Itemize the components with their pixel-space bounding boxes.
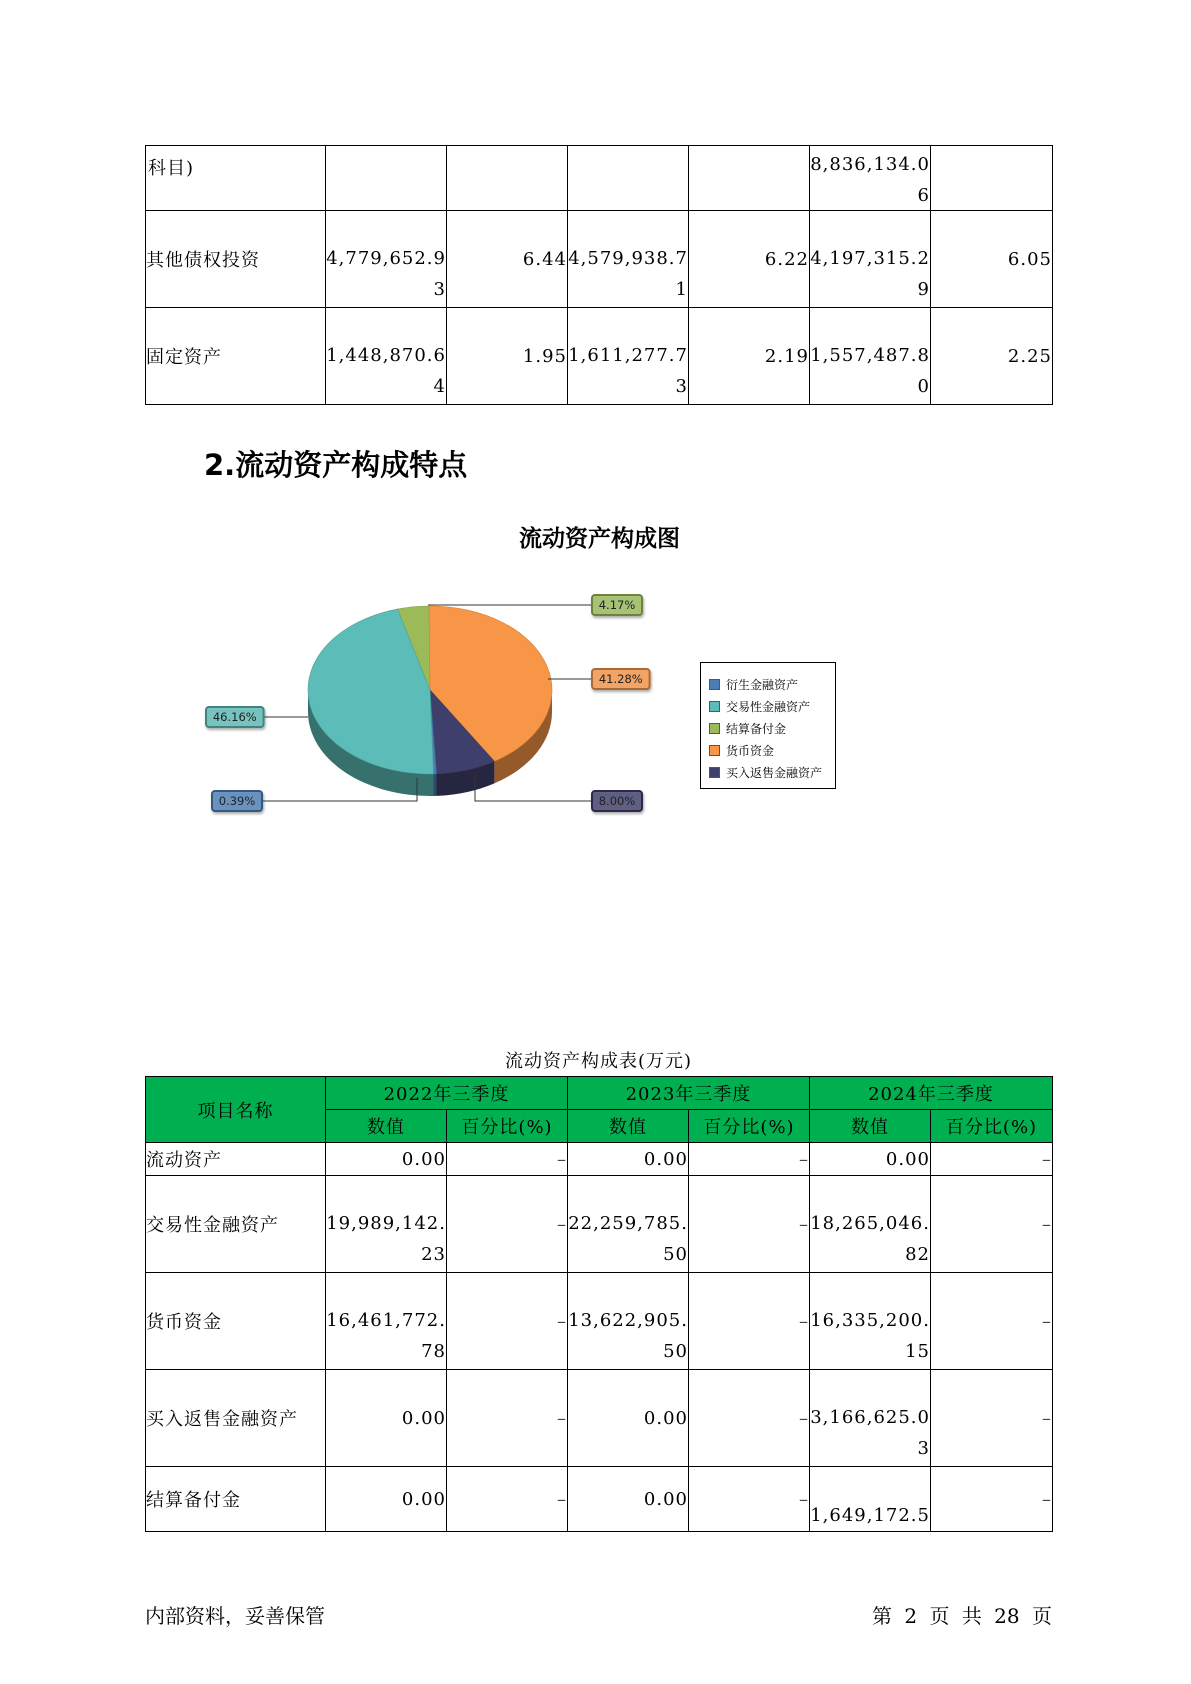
row-name: 结算备付金	[146, 1467, 326, 1532]
legend-swatch	[709, 723, 720, 734]
pie-side-衍生金融资产	[434, 774, 437, 796]
legend-swatch	[709, 745, 720, 756]
chart-legend	[700, 662, 836, 789]
header-item-name: 项目名称	[146, 1077, 326, 1143]
value-cell: 4,197,315.2 9	[810, 211, 931, 308]
legend-label: 交易性金融资产	[726, 699, 811, 714]
data-label: 4.17%	[598, 598, 636, 612]
row-name: 其他债权投资	[146, 211, 326, 308]
table-caption: 流动资产构成表(万元)	[504, 1051, 693, 1072]
row-name: 交易性金融资产	[146, 1176, 326, 1273]
data-label: 8.00%	[598, 794, 636, 808]
table-header-row	[146, 1077, 1053, 1110]
percent-cell: 2.25	[931, 308, 1053, 405]
value-cell: 8,836,134.0 6	[810, 146, 931, 211]
percent-cell: –	[931, 1176, 1053, 1273]
value-cell: 0.00	[568, 1143, 689, 1176]
legend-item	[709, 739, 835, 761]
footer-confidential-note: 内部资料，妥善保管	[145, 1604, 325, 1628]
percent-cell: –	[447, 1176, 568, 1273]
percent-cell: –	[689, 1143, 810, 1176]
data-label: 41.28%	[598, 672, 643, 686]
legend-label: 货币资金	[726, 743, 775, 758]
legend-item	[709, 761, 835, 783]
value-cell: 1,448,870.6 4	[326, 308, 447, 405]
percent-cell: –	[689, 1273, 810, 1370]
value-cell: 16,461,772. 78	[326, 1273, 447, 1370]
legend-item	[709, 673, 835, 695]
row-name: 货币资金	[146, 1273, 326, 1370]
value-cell: 16,335,200. 15	[810, 1273, 931, 1370]
header-period: 2024年三季度	[810, 1077, 1053, 1110]
chart-title: 流动资产构成图	[519, 526, 680, 552]
percent-cell: –	[931, 1370, 1053, 1467]
row-name: 流动资产	[146, 1143, 326, 1176]
header-period: 2022年三季度	[326, 1077, 568, 1110]
legend-label: 结算备付金	[726, 721, 787, 736]
row-name: 买入返售金融资产	[146, 1370, 326, 1467]
percent-cell: 2.19	[689, 308, 810, 405]
value-cell: 0.00	[568, 1467, 689, 1532]
value-cell: 4,779,652.9 3	[326, 211, 447, 308]
value-cell: 0.00	[326, 1467, 447, 1532]
percent-cell: –	[447, 1273, 568, 1370]
section-title: 2.流动资产构成特点	[204, 448, 468, 482]
value-cell: 3,166,625.0 3	[810, 1370, 931, 1467]
percent-cell: –	[931, 1143, 1053, 1176]
row-name: 固定资产	[146, 308, 326, 405]
header-value: 数值	[568, 1110, 689, 1143]
percent-cell: 6.05	[931, 211, 1053, 308]
table-row	[146, 1467, 1053, 1532]
value-cell: 13,622,905. 50	[568, 1273, 689, 1370]
header-percent: 百分比(%)	[447, 1110, 568, 1143]
table-row	[146, 1370, 1053, 1467]
header-value: 数值	[810, 1110, 931, 1143]
value-cell: 0.00	[568, 1370, 689, 1467]
value-cell: 0.00	[326, 1370, 447, 1467]
percent-cell: 6.44	[447, 211, 568, 308]
header-percent: 百分比(%)	[689, 1110, 810, 1143]
legend-swatch	[709, 767, 720, 778]
legend-label: 买入返售金融资产	[726, 765, 823, 780]
legend-item	[709, 717, 835, 739]
row-name: 科目)	[146, 146, 326, 211]
value-cell: 0.00	[810, 1143, 931, 1176]
data-label: 0.39%	[218, 794, 256, 808]
value-cell: 18,265,046. 82	[810, 1176, 931, 1273]
header-percent: 百分比(%)	[931, 1110, 1053, 1143]
legend-swatch	[709, 701, 720, 712]
header-value: 数值	[326, 1110, 447, 1143]
legend-label: 衍生金融资产	[726, 677, 799, 692]
table-row	[146, 1273, 1053, 1370]
value-cell: 1,649,172.5	[810, 1467, 931, 1532]
percent-cell: –	[931, 1467, 1053, 1532]
data-label: 46.16%	[212, 710, 257, 724]
value-cell: 1,611,277.7 3	[568, 308, 689, 405]
value-cell: 19,989,142. 23	[326, 1176, 447, 1273]
legend-item	[709, 695, 835, 717]
percent-cell: –	[447, 1467, 568, 1532]
value-cell: 22,259,785. 50	[568, 1176, 689, 1273]
footer-page-number: 第 2 页 共 28 页	[872, 1604, 1052, 1628]
current-assets-table	[145, 1076, 1053, 1532]
percent-cell: 1.95	[447, 308, 568, 405]
pie-chart	[0, 0, 1191, 840]
percent-cell: –	[447, 1370, 568, 1467]
value-cell: 4,579,938.7 1	[568, 211, 689, 308]
percent-cell: –	[931, 1273, 1053, 1370]
percent-cell: 6.22	[689, 211, 810, 308]
percent-cell: –	[447, 1143, 568, 1176]
value-cell: 0.00	[326, 1143, 447, 1176]
header-period: 2023年三季度	[568, 1077, 810, 1110]
percent-cell: –	[689, 1176, 810, 1273]
value-cell: 1,557,487.8 0	[810, 308, 931, 405]
percent-cell: –	[689, 1370, 810, 1467]
percent-cell: –	[689, 1467, 810, 1532]
legend-swatch	[709, 679, 720, 690]
table-row	[146, 1176, 1053, 1273]
table-row	[146, 1143, 1053, 1176]
